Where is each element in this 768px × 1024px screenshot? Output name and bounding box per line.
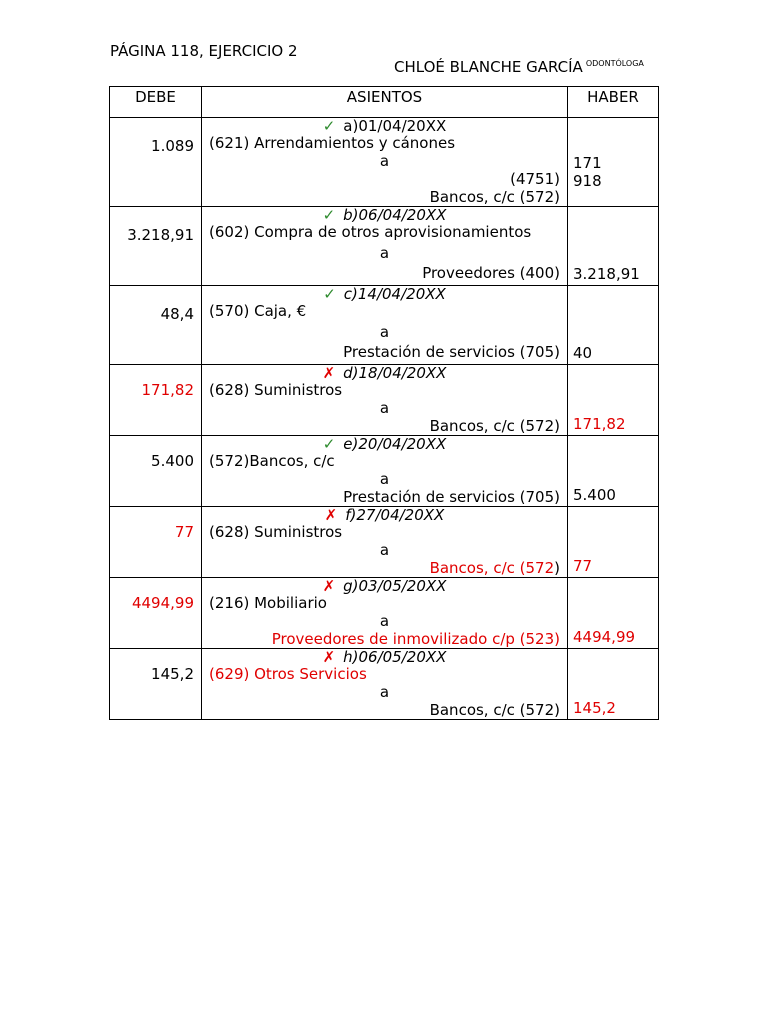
journal-entry-h xyxy=(110,649,659,720)
debe-cell xyxy=(110,507,202,578)
journal-entry-f xyxy=(110,507,659,578)
asientos-cell xyxy=(202,365,568,436)
haber-value: 3.218,91 xyxy=(573,265,640,283)
haber-value-2: 918 xyxy=(573,172,602,190)
credit-account-text: Bancos, c/c (572 xyxy=(429,559,555,577)
entry-date-line xyxy=(209,118,560,134)
haber-cell xyxy=(568,286,659,365)
check-icon: ✓ xyxy=(322,117,336,135)
asientos-cell xyxy=(202,118,568,207)
credit-account-line2: Bancos, c/c (572) xyxy=(429,188,560,206)
debe-cell xyxy=(110,649,202,720)
check-icon: ✓ xyxy=(323,285,336,303)
journal-entry-d xyxy=(110,365,659,436)
credit-account: Proveedores (400) xyxy=(422,264,560,282)
asientos-cell xyxy=(202,649,568,720)
author-profession: ODONTÓLOGA xyxy=(585,59,644,68)
asientos-cell xyxy=(202,436,568,507)
journal-table xyxy=(109,86,659,720)
asientos-cell xyxy=(202,578,568,649)
entry-date: d)18/04/20XX xyxy=(343,364,447,382)
debe-cell xyxy=(110,118,202,207)
cross-icon: ✗ xyxy=(322,364,336,382)
haber-cell xyxy=(568,207,659,286)
credit-account: Prestación de servicios (705) xyxy=(343,343,560,361)
credit-account: Proveedores de inmovilizado c/p (523) xyxy=(271,630,560,648)
check-icon: ✓ xyxy=(322,435,336,453)
haber-cell xyxy=(568,118,659,207)
exercise-title: PÁGINA 118, EJERCICIO 2 xyxy=(110,42,298,60)
journal-entry-g xyxy=(110,578,659,649)
asientos-cell xyxy=(202,507,568,578)
haber-cell xyxy=(568,436,659,507)
connector: a xyxy=(379,323,390,341)
entry-date: b)06/04/20XX xyxy=(343,206,447,224)
haber-cell xyxy=(568,365,659,436)
debe-value: 145,2 xyxy=(151,665,194,683)
debe-cell xyxy=(110,207,202,286)
credit-account xyxy=(209,559,560,577)
credit-account-line1: (4751) xyxy=(510,170,560,188)
entry-date-line xyxy=(209,578,560,594)
credit-account-paren: ) xyxy=(554,559,560,577)
debe-value: 3.218,91 xyxy=(127,226,194,244)
asientos-cell xyxy=(202,207,568,286)
entry-date: c)14/04/20XX xyxy=(343,285,446,303)
haber-cell xyxy=(568,578,659,649)
entry-date-line xyxy=(209,365,560,381)
journal-entry-b xyxy=(110,207,659,286)
connector: a xyxy=(379,244,390,262)
credit-account: Prestación de servicios (705) xyxy=(343,488,560,506)
haber-value: 40 xyxy=(573,344,593,362)
connector: a xyxy=(379,470,390,488)
debe-value: 77 xyxy=(174,523,194,541)
entry-date-line xyxy=(209,286,560,302)
col-asientos-header: ASIENTOS xyxy=(202,87,568,118)
haber-cell xyxy=(568,649,659,720)
haber-value: 145,2 xyxy=(573,699,616,717)
check-icon: ✓ xyxy=(322,206,336,224)
debit-account: (628) Suministros xyxy=(209,381,343,399)
cross-icon: ✗ xyxy=(322,648,336,666)
journal-entry-a xyxy=(110,118,659,207)
entry-date: e)20/04/20XX xyxy=(343,435,447,453)
credit-account: Bancos, c/c (572) xyxy=(429,417,560,435)
debit-account: (629) Otros Servicios xyxy=(209,665,367,683)
debit-account: (572)Bancos, c/c xyxy=(209,452,335,470)
cross-icon: ✗ xyxy=(322,577,336,595)
asientos-cell xyxy=(202,286,568,365)
entry-date: a)01/04/20XX xyxy=(343,117,447,135)
debit-account: (621) Arrendamientos y cánones xyxy=(209,134,456,152)
connector: a xyxy=(379,683,390,701)
journal-entry-c xyxy=(110,286,659,365)
debit-account: (602) Compra de otros aprovisionamientos xyxy=(209,223,532,241)
debit-account: (216) Mobiliario xyxy=(209,594,327,612)
haber-value: 5.400 xyxy=(573,486,616,504)
cross-icon: ✗ xyxy=(324,506,338,524)
entry-date-line xyxy=(209,436,560,452)
table-header-row xyxy=(110,87,659,118)
entry-date: h)06/05/20XX xyxy=(343,648,447,666)
journal-entry-e xyxy=(110,436,659,507)
entry-date-line xyxy=(209,649,560,665)
author-name xyxy=(394,58,644,76)
debit-account: (628) Suministros xyxy=(209,523,343,541)
haber-value-1: 171 xyxy=(573,154,602,172)
debe-cell xyxy=(110,286,202,365)
debe-value: 4494,99 xyxy=(131,594,194,612)
haber-value: 77 xyxy=(573,557,593,575)
haber-value: 171,82 xyxy=(573,415,626,433)
col-debe-header: DEBE xyxy=(110,87,202,118)
author-name-text: CHLOÉ BLANCHE GARCÍA xyxy=(394,58,583,76)
connector: a xyxy=(379,152,390,170)
debe-value: 1.089 xyxy=(151,137,194,155)
haber-value: 4494,99 xyxy=(573,628,636,646)
entry-date: f)27/04/20XX xyxy=(345,506,445,524)
debe-value: 171,82 xyxy=(141,381,194,399)
entry-date-line xyxy=(209,207,560,223)
debe-cell xyxy=(110,365,202,436)
credit-account: Bancos, c/c (572) xyxy=(429,701,560,719)
col-haber-header: HABER xyxy=(568,87,659,118)
debe-cell xyxy=(110,436,202,507)
debe-cell xyxy=(110,578,202,649)
connector: a xyxy=(379,612,390,630)
debit-account: (570) Caja, € xyxy=(209,302,307,320)
haber-cell xyxy=(568,507,659,578)
entry-date: g)03/05/20XX xyxy=(343,577,447,595)
connector: a xyxy=(379,541,390,559)
debe-value: 48,4 xyxy=(160,305,194,323)
entry-date-line xyxy=(209,507,560,523)
debe-value: 5.400 xyxy=(151,452,194,470)
connector: a xyxy=(379,399,390,417)
